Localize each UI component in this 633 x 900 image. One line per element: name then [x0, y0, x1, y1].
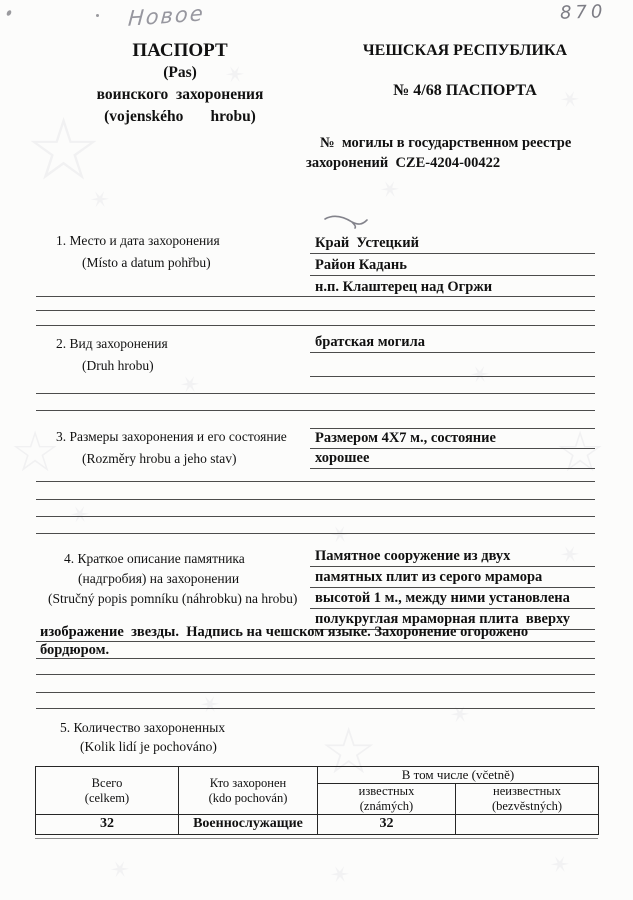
ruled-line — [36, 481, 595, 482]
field5-label-czech: (Kolik lidí je pochováno) — [80, 739, 217, 754]
watermark-icon: ✶ — [104, 851, 139, 887]
field4-description-line1: Памятное сооружение из двух — [315, 548, 511, 564]
document-subtitle-czech: (vojenského hrobu) — [104, 108, 256, 125]
table-cell-unknown — [456, 815, 599, 835]
table-cell-total: 32 — [36, 815, 179, 835]
ruled-line — [36, 393, 595, 394]
ruled-line — [310, 608, 595, 609]
star-watermark-icon: ☆ — [320, 715, 378, 789]
field4-label-line2: (надгробия) на захоронении — [78, 571, 240, 586]
passport-number: № 4/68 ПАСПОРТА — [393, 82, 537, 99]
field3-value-condition: хорошее — [315, 450, 370, 466]
ruled-line — [310, 352, 595, 353]
field1-value-district: Район Кадань — [315, 257, 407, 273]
table-header-unknown-ru: неизвестных — [493, 784, 561, 798]
field1-label: 1. Место и дата захоронения — [56, 233, 220, 248]
ruled-line — [36, 533, 595, 534]
handwritten-page-number: 870 — [559, 1, 607, 24]
watermark-icon: ✶ — [374, 171, 409, 207]
ruled-line — [310, 566, 595, 567]
watermark-icon: ✶ — [554, 536, 589, 572]
ruled-line — [36, 674, 595, 675]
table-cell-known: 32 — [318, 815, 456, 835]
table-header-total-ru: Всего — [91, 775, 123, 790]
ruled-line — [36, 325, 595, 326]
registry-number-line2: захоронений CZE-4204-00422 — [306, 155, 501, 171]
field4-label-line1: 4. Краткое описание памятника — [64, 551, 245, 566]
document-title: ПАСПОРТ — [132, 40, 228, 61]
watermark-icon: ✶ — [324, 516, 359, 552]
field1-label-czech: (Místo a datum pohřbu) — [82, 255, 211, 270]
star-watermark-icon: ☆ — [555, 420, 606, 485]
field2-label: 2. Вид захоронения — [56, 336, 168, 351]
table-header-total-cz: (celkem) — [84, 790, 130, 805]
ruled-line — [310, 468, 595, 469]
field5-label: 5. Количество захороненных — [60, 720, 226, 735]
watermark-icon: ✶ — [84, 181, 119, 217]
table-header-who-ru: Кто захоронен — [209, 775, 287, 790]
watermark-icon: ✶ — [444, 696, 479, 732]
ruled-line — [310, 428, 595, 429]
table-cell-who: Военнослужащие — [179, 815, 318, 835]
table-header-unknown — [456, 784, 599, 815]
star-watermark-icon: ☆ — [10, 420, 61, 485]
ruled-line — [310, 448, 595, 449]
ruled-line — [310, 376, 595, 377]
watermark-icon: ✶ — [219, 56, 254, 92]
field4-label-czech: (Stručný popis pomníku (náhrobku) na hrobu) — [48, 591, 298, 606]
field4-description-line2: памятных плит из серого мрамора — [315, 569, 543, 585]
table-header-unknown-cz: (bezvěstných) — [491, 799, 563, 813]
ruled-line — [36, 658, 595, 659]
burial-count-table — [35, 766, 599, 835]
table-header-known-cz: (známých) — [359, 799, 414, 813]
scan-speck — [96, 14, 99, 17]
field2-label-czech: (Druh hrobu) — [82, 358, 154, 373]
field4-description-line5: изображение звезды. Надпись на чешском языке. Захоронение огорожено — [40, 624, 529, 640]
handwritten-squiggle — [322, 210, 374, 230]
ruled-line — [310, 253, 595, 254]
table-header-known — [318, 784, 456, 815]
watermark-icon: ✶ — [464, 356, 499, 392]
watermark-icon: ✶ — [324, 856, 359, 892]
ruled-line — [36, 499, 595, 500]
ruled-line — [36, 708, 595, 709]
field4-description-line6: бордюром. — [40, 642, 110, 658]
field2-value-grave-type: братская могила — [315, 334, 426, 350]
table-header-who — [179, 767, 318, 815]
field4-description-line4: полукруглая мраморная плита вверху — [315, 611, 570, 627]
handwritten-note: Новое — [127, 1, 206, 31]
scan-speck — [6, 9, 12, 16]
ruled-line — [310, 275, 595, 276]
table-header-known-ru: известных — [358, 784, 415, 798]
watermark-icon: ✶ — [554, 81, 589, 117]
star-watermark-icon: ☆ — [25, 100, 103, 200]
field1-value-region: Край Устецкий — [315, 235, 419, 251]
field3-value-size: Размером 4Х7 м., состояние — [315, 430, 496, 446]
watermark-icon: ✶ — [64, 496, 99, 532]
registry-number-line1: № могилы в государственном реестре — [320, 135, 572, 151]
ruled-line — [36, 641, 595, 642]
table-bottom-shadow-line — [35, 838, 598, 839]
field3-label: 3. Размеры захоронения и его состояние — [56, 429, 287, 444]
ruled-line — [36, 516, 595, 517]
watermark-icon: ✶ — [544, 846, 579, 882]
table-header-who-cz: (kdo pochován) — [208, 790, 288, 805]
ruled-line — [36, 310, 595, 311]
field1-value-locality: н.п. Клаштерец над Огржи — [315, 279, 493, 295]
ruled-line — [310, 587, 595, 588]
watermark-icon: ✶ — [194, 686, 229, 722]
ruled-line — [36, 410, 595, 411]
table-row — [36, 815, 599, 835]
table-header-including: В том числе (včetně) — [318, 767, 599, 784]
document-subtitle: воинского захоронения — [96, 86, 264, 103]
field4-description-line3: высотой 1 м., между ними установлена — [315, 590, 570, 606]
table-header-total — [36, 767, 179, 815]
watermark-icon: ✶ — [174, 366, 209, 402]
document-title-czech: (Pas) — [163, 64, 197, 81]
ruled-line — [36, 692, 595, 693]
field3-label-czech: (Rozměry hrobu a jeho stav) — [82, 451, 237, 466]
ruled-line — [36, 296, 595, 297]
country-title: ЧЕШСКАЯ РЕСПУБЛИКА — [362, 42, 568, 59]
